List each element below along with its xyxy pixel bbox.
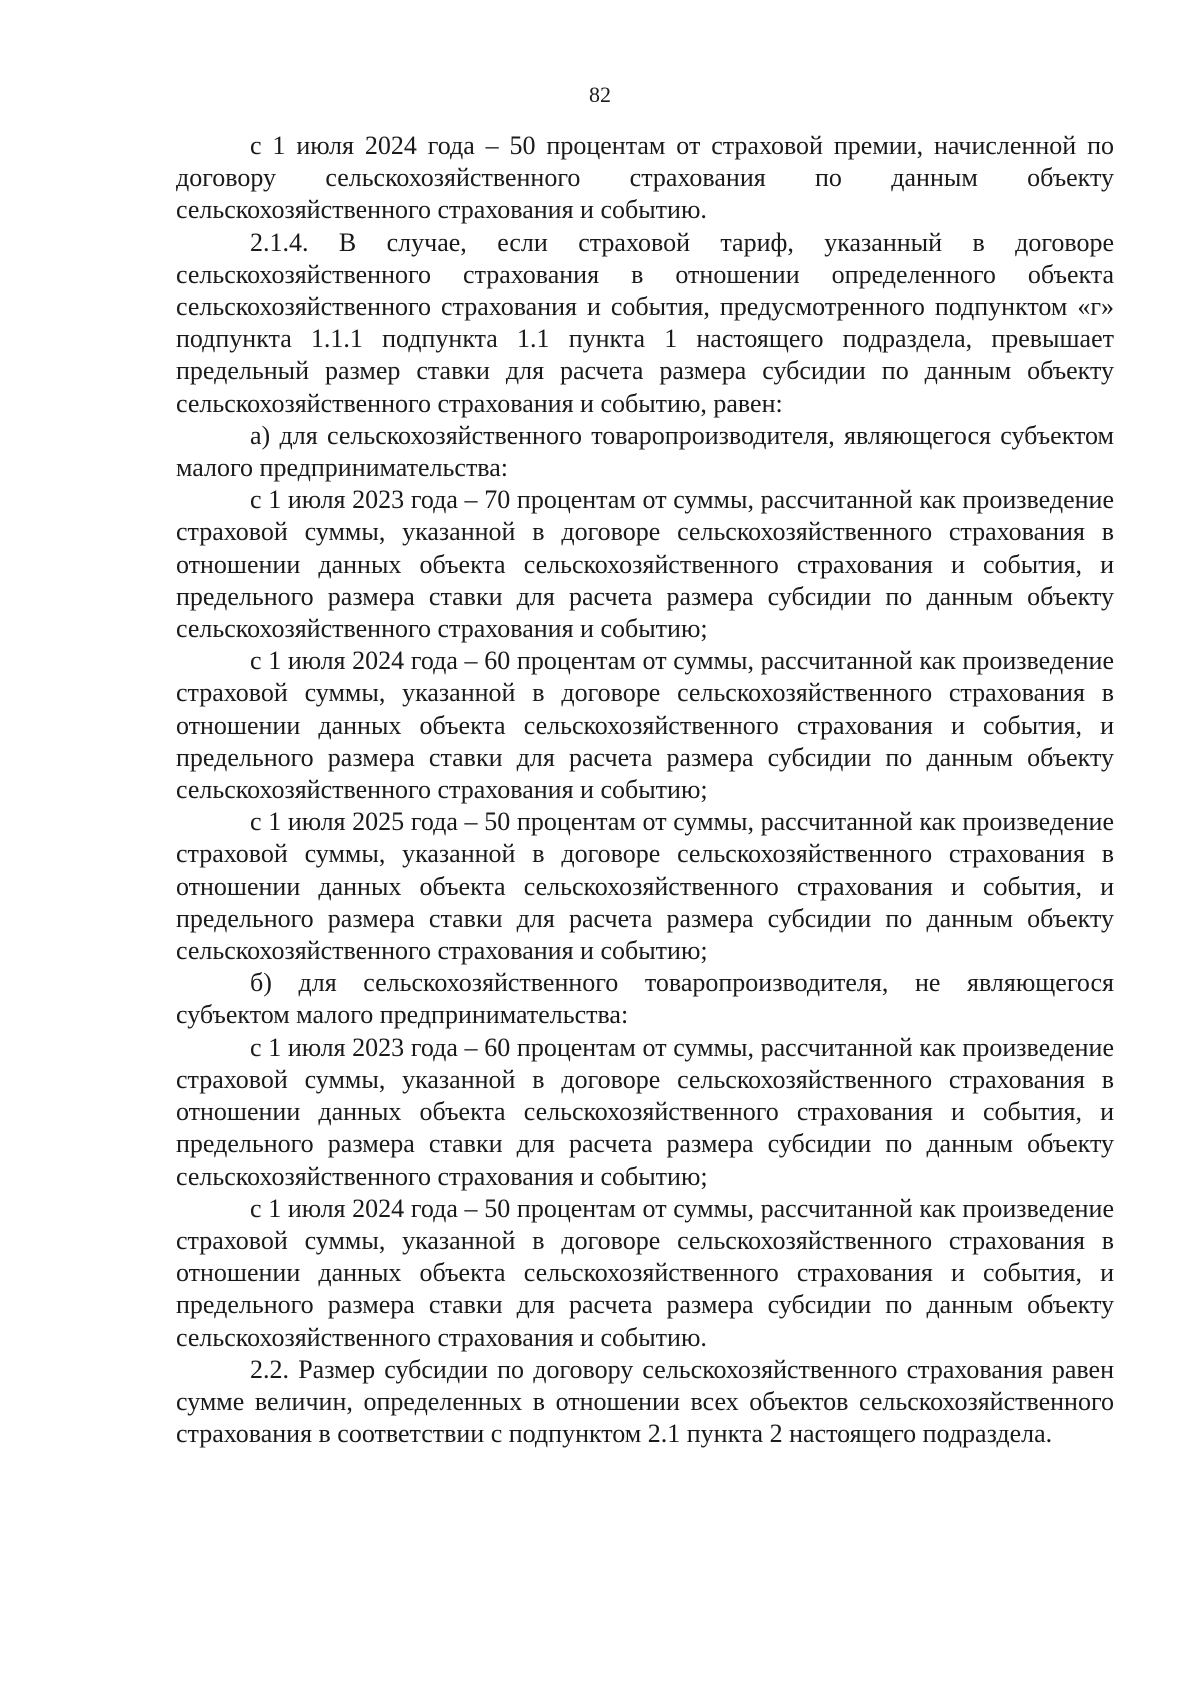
paragraph-a-2024: с 1 июля 2024 года – 60 процентам от суммы, рассчитанной как произведение страховой суммы, указанной в договоре сельскохозяйственного страхования в отношении данных объекта сельскохозяйственного страхования и события, и предельного размера ставки для расчета размера субсидии по данным объекту сельскохозяйственного страхования и событию; — [176, 646, 1114, 805]
paragraph-2-1-4: 2.1.4. В случае, если страховой тариф, указанный в договоре сельскохозяйственного страхования в отношении определенного объекта сельскохозяйственного страхования и события, предусмотренного подпунктом «г» подпункта 1.1.1 подпункта 1.1 пункта 1 настоящего подраздела, превышает предельный размер ставки для расчета размера субсидии по данным объекту сельскохозяйственного страхования и событию, равен: — [176, 227, 1114, 418]
page-number: 82 — [589, 82, 611, 107]
document-body — [176, 130, 1114, 1450]
paragraph-b-2024: с 1 июля 2024 года – 50 процентам от суммы, рассчитанной как произведение страховой суммы, указанной в договоре сельскохозяйственного страхования в отношении данных объекта сельскохозяйственного страхования и события, и предельного размера ставки для расчета размера субсидии по данным объекту сельскохозяйственного страхования и событию. — [176, 1193, 1114, 1352]
paragraph-a-2025: с 1 июля 2025 года – 50 процентам от суммы, рассчитанной как произведение страховой суммы, указанной в договоре сельскохозяйственного страхования в отношении данных объекта сельскохозяйственного страхования и события, и предельного размера ставки для расчета размера субсидии по данным объекту сельскохозяйственного страхования и событию; — [176, 807, 1114, 966]
paragraph-b-2023: с 1 июля 2023 года – 60 процентам от суммы, рассчитанной как произведение страховой суммы, указанной в договоре сельскохозяйственного страхования в отношении данных объекта сельскохозяйственного страхования и события, и предельного размера ставки для расчета размера субсидии по данным объекту сельскохозяйственного страхования и событию; — [176, 1032, 1114, 1191]
paragraph-rate-2024-premium: с 1 июля 2024 года – 50 процентам от страховой премии, начисленной по договору сельскохозяйственного страхования по данным объекту сельскохозяйственного страхования и событию. — [176, 131, 1114, 225]
paragraph-b-not-small-business: б) для сельскохозяйственного товаропроизводителя, не являющегося субъектом малого предпринимательства: — [176, 968, 1114, 1030]
paragraph-a-2023: с 1 июля 2023 года – 70 процентам от суммы, рассчитанной как произведение страховой суммы, указанной в договоре сельскохозяйственного страхования в отношении данных объекта сельскохозяйственного страхования и события, и предельного размера ставки для расчета размера субсидии по данным объекту сельскохозяйственного страхования и событию; — [176, 485, 1114, 644]
paragraph-a-small-business: а) для сельскохозяйственного товаропроизводителя, являющегося субъектом малого предпринимательства: — [176, 420, 1114, 483]
paragraph-2-2: 2.2. Размер субсидии по договору сельскохозяйственного страхования равен сумме величин, определенных в отношении всех объектов сельскохозяйственного страхования в соответствии с подпунктом 2.1 пункта 2 настоящего подраздела. — [176, 1354, 1114, 1449]
